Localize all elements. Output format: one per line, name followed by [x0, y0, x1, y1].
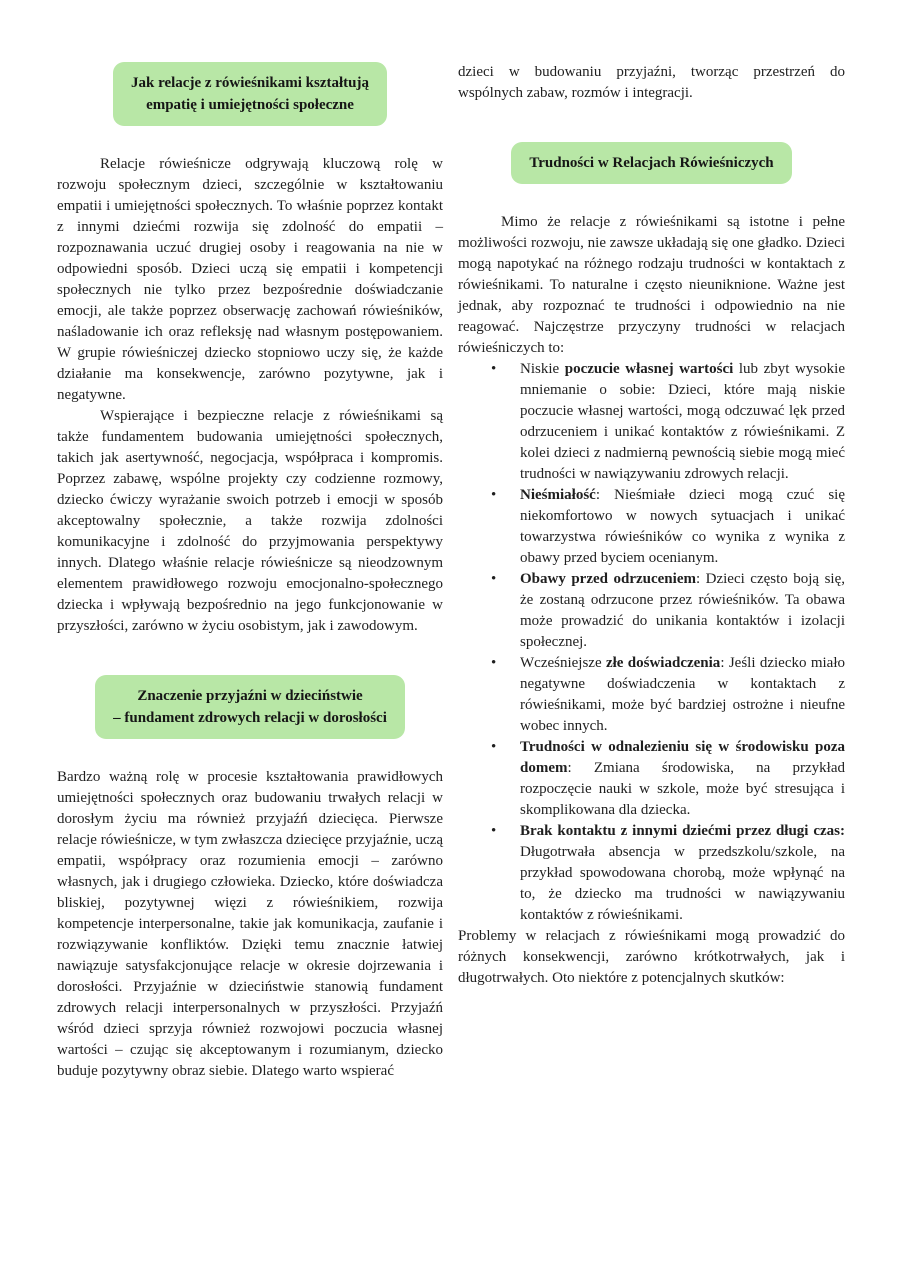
heading-line: empatię i umiejętności społeczne [146, 97, 354, 113]
heading-line: Znaczenie przyjaźni w dzieciństwie [137, 688, 363, 704]
paragraph: dzieci w budowaniu przyjaźni, tworząc przestrzeń do wspólnych zabaw, rozmów i integracji. [458, 64, 845, 101]
bold-text-segment: Nieśmiałość [520, 487, 596, 503]
heading-line: Jak relacje z rówieśnikami kształtują [130, 75, 370, 91]
heading-line: Trudności w Relacjach Rówieśniczych [529, 155, 774, 171]
heading-empatia [113, 62, 387, 126]
bullet-item [490, 359, 845, 485]
heading-line: – fundament zdrowych relacji w dorosłości [113, 710, 387, 726]
text-segment: : Dzieci często boją się, że zostaną odrzucone przez rówieśników. Ta obawa może prowadzić do unikania kontaktów i izolacji społecznej. [520, 571, 845, 650]
bullet-list [458, 359, 845, 926]
paragraph: Problemy w relacjach z rówieśnikami mogą prowadzić do różnych konsekwencji, zarówno krótkotrwałych, jak i długotrwałych. Oto niektóre z potencjalnych skutków: [458, 928, 845, 986]
bold-text-segment: poczucie własnej wartości [564, 361, 734, 377]
paragraph: Mimo że relacje z rówieśnikami są istotne i pełne możliwości rozwoju, nie zawsze układają się one gładko. Dzieci mogą napotykać na różnego rodzaju trudności w kontaktach z rówieśnikami. To naturalne i często nieuniknione. Ważne jest jednak, aby rozpoznać te trudności i odpowiednio na nie reagować. Najczęstrze przyczyny trudności w relacjach rówieśniczych to: [458, 214, 845, 356]
heading-przyjazn [95, 675, 405, 739]
bullet-item [490, 737, 845, 821]
text-segment: : Jeśli dziecko miało negatywne doświadczenia w kontaktach z rówieśnikami, może być bardziej ostrożne i nieufne wobec innych. [520, 655, 845, 734]
paragraph: Bardzo ważną rolę w procesie kształtowania prawidłowych umiejętności społecznych oraz budowaniu trwałych relacji w dorosłym życiu ma również przyjaźń dziecięca. Pierwsze relacje rówieśnicze, w tym zwłaszcza dziecięce przyjaźnie, uczą empatii, współpracy oraz rozumienia emocji – zarówno własnych, jak i drugiego człowieka. Dziecko, które doświadcza bliskiej, pozytywnej więzi z rówieśnikiem, rozwija kompetencje interpersonalne, takie jak komunikacja, zaufanie i rozwiązywanie konfliktów. Dzięki temu znacznie łatwiej nawiązuje satysfakcjonujące relacje w okresie dojrzewania i dorosłości. Przyjaźnie w dzieciństwie stanowią fundament zdrowych relacji interpersonalnych w przyszłości. Przyjaźń wśród dzieci sprzyja również rozwojowi poczucia własnej wartości – czując się akceptowanym i rozumianym, dziecko buduje pozytywny obraz siebie. Dlatego warto wspierać [57, 769, 444, 1079]
bold-text-segment: złe doświadczenia [605, 655, 721, 671]
text-segment: : Zmiana środowiska, na przykład rozpoczęcie nauki w szkole, może być stresująca i skomplikowana dla dziecka. [520, 760, 845, 818]
bullet-item [490, 821, 845, 926]
text-segment: : Nieśmiałe dzieci mogą czuć się niekomfortowo w nowych sytuacjach i unikać towarzystwa rówieśników co wynika z wynika z obawy przed byciem ocenianym. [520, 487, 845, 566]
text-segment: lub zbyt wysokie mniemanie o sobie: Dzieci, które mają niskie poczucie własnej wartości, mogą odczuwać lęk przed odrzuceniem i unikać kontaktów z rówieśnikami. Z kolei dzieci z nadmierną pewnością siebie mogą mieć trudności w nawiązywaniu zdrowych relacji. [520, 361, 845, 482]
text-segment: Wcześniejsze [520, 655, 606, 671]
right-column [458, 62, 845, 1253]
paragraph: Relacje rówieśnicze odgrywają kluczową rolę w rozwoju społecznym dzieci, szczególnie w kształtowaniu empatii i umiejętności społecznych. To właśnie poprzez kontakt z innymi dziećmi rozwija się zdolność do empatii – rozpoznawania uczuć drugiej osoby i reagowania na nie w odpowiedni sposób. Dzieci uczą się empatii i kompetencji społecznych nie tylko przez bezpośrednie doświadczanie emocji, ale także poprzez obserwację zachowań rówieśników, naśladowanie ich oraz refleksję nad własnym postępowaniem. W grupie rówieśniczej dziecko stopniowo uczy się, że każde działanie ma konsekwencje, zarówno pozytywne, jak i negatywne. [57, 156, 443, 403]
text-segment: Długotrwała absencja w przedszkolu/szkole, na przykład spowodowana chorobą, może wpłynąć na to, że dziecko ma trudności w nawiązywaniu kontaktów z rówieśnikami. [520, 844, 845, 923]
bullet-item [490, 485, 845, 569]
left-column [57, 62, 443, 1253]
paragraph: Wspierające i bezpieczne relacje z rówieśnikami są także fundamentem budowania umiejętności społecznych, takich jak asertywność, negocjacja, współpraca i kompromis. Poprzez zabawę, wspólne projekty czy codzienne rozmowy, dziecko ćwiczy wyrażanie swoich potrzeb i emocji w sposób akceptowalny społecznie, a także rozwija zdolności komunikacyjne i zdolność do przyjmowania perspektywy innych. Dlatego właśnie relacje rówieśnicze są nieodzownym elementem prawidłowego rozwoju emocjonalno-społecznego dziecka i wpływają bezpośrednio na jego funkcjonowanie w przyszłości, zarówno w życiu osobistym, jak i zawodowym. [57, 408, 443, 634]
text-segment: Niskie [520, 361, 565, 377]
bold-text-segment: Brak kontaktu z innymi dziećmi przez długi czas: [520, 823, 845, 839]
bold-text-segment: Trudności w odnalezieniu się w środowisku poza domem [520, 739, 845, 776]
bullet-item [490, 653, 845, 737]
bold-text-segment: Obawy przed odrzuceniem [520, 571, 696, 587]
bullet-item [490, 569, 845, 653]
heading-trudnosci [511, 142, 791, 184]
